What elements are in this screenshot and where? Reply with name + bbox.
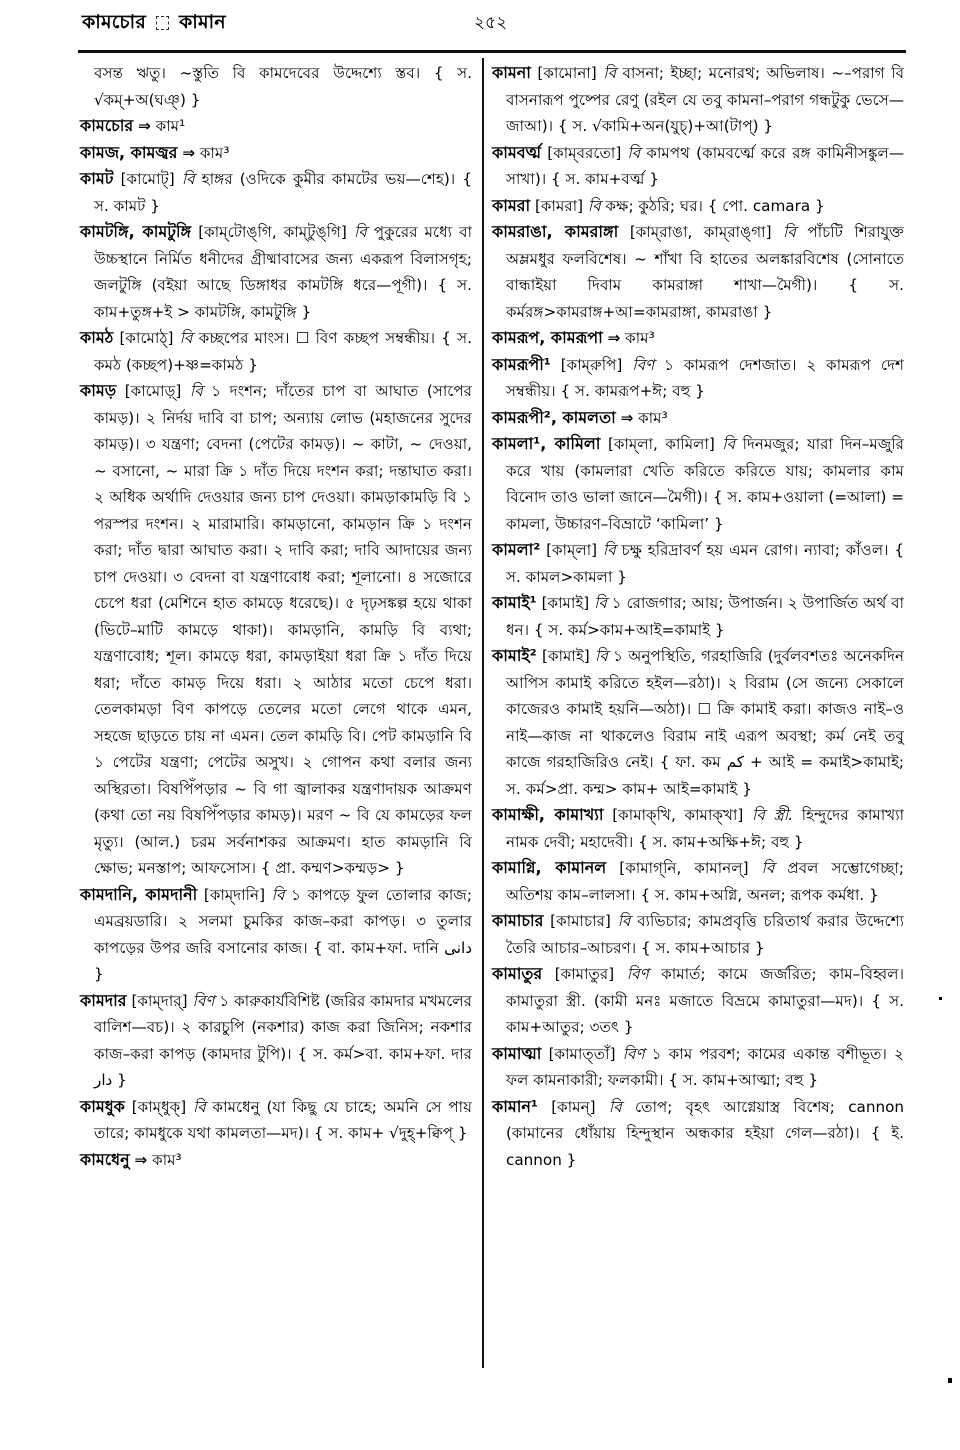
definition: পুকুরের মধ্যে বা উচ্চস্থানে নির্মিত ধনীদের গ্রীষ্মাবাসের জন্য একরূপ বিলাসগৃহ; জলটুঙ্গি (বইয়া আছে ডিঙ্গাধর কামটঙ্গি ধরে—পূগী)। { স. কাম+তুঙ্গ+ই > কামটঙ্গি, কামটুঙ্গি } xyxy=(94,223,472,321)
xref-target: কাম³ xyxy=(638,408,668,427)
headword: কামাত্মা xyxy=(492,1043,542,1063)
definition: পাঁচটি শিরাযুক্ত অম্লমধুর ফলবিশেষ। ~ শাঁখা বি হাতের অলঙ্কারবিশেষ (সোনাতে বান্ধাইয়া দিবাম কামরাঙ্গা শাখা—মৈগী)। { স. কর্মরঙ্গ>কামরাঙ্গ+আ=কামরাঙ্গা, কামরাঙা } xyxy=(506,223,905,321)
definition: ১ দংশন; দাঁতের চাপ বা আঘাত (সাপের কামড়)। ২ নির্দয় দাবি বা চাপ; অন্যায় লোভ (মহাজনের সুদের কামড়)। ৩ যন্ত্রণা; বেদনা (পেটের কামড়)। ~ কাটা, ~ দেওয়া, ~ বসানো, ~ মারা ক্রি ১ দাঁত দিয়ে দংশন করা; দন্তাঘাত করা। ২ অধিক অর্থাদি দেওয়ার জন্য চাপ দেওয়া। কামড়াকামড়ি বি ১ পরস্পর দংশন। ২ মারামারি। কামড়ানো, কামড়ান ক্রি ১ দংশন করা; দাঁত দ্বারা আঘাত করা। ২ দাবি করা; দাবি আদায়ের জন্য চাপ দেওয়া। ৩ বেদনা বা যন্ত্রণাবোধ করা; শূলানো। ৪ সজোরে চেপে ধরা (মেশিনে হাত কামড়ে ধরেছে)। ৫ দৃঢ়সঙ্কল্প হয়ে থাকা (ভিটে–মাটি কামড়ে থাকা)। কামড়ানি, কামড়ি বি ব্যথা; যন্ত্রণাবোধ; শূল। কামড়ে ধরা, কামড়াইয়া ধরা ক্রি ১ দাঁত দিয়ে ধরা; দাঁতে কামড় দিয়ে ধরা। ২ আঠার মতো চেপে ধরা। তেলকামড়া বিণ কাপড়ে তেলের মতো লেগে থাকে এমন, সহজে ছাড়তে চায় না এমন। তেল কামড়ি বি। পেট কামড়ানি বি ১ পেটের যন্ত্রণা; পেটের অসুখ। ২ গোপন কথা বলার জন্য অস্থিরতা। বিষপিঁপড়ার ~ বি গা জ্বালাকর যন্ত্রণাদায়ক আক্রমণ (কথা তো নয় বিষপিঁপড়ার কামড়)। মরণ ~ বি যে কামড়ের ফল মৃত্যু। (আল.) চরম সর্বনাশকর আক্রমণ। হাত কামড়ানি বি ক্ষোভ; মনস্তাপ; আফসোস। { প্রা. কম্মণ>কম্মড়> } xyxy=(94,382,473,877)
pronunciation: [কামোঠ্] xyxy=(119,329,174,347)
part-of-speech: বি xyxy=(189,382,203,400)
xref-arrow-icon: ⇒ xyxy=(182,143,196,162)
dictionary-entry xyxy=(492,431,904,537)
xref-arrow-icon: ⇒ xyxy=(134,1150,148,1169)
definition: কামপথ (কামবর্ত্মে করে রঙ্গ কামিনীসঙ্কুল—সাখা)। { স. কাম+বর্ত্ম } xyxy=(506,143,905,188)
definition: চক্ষু হরিদ্রাবর্ণ হয় এমন রোগ। ন্যাবা; কাঁওল। { স. কামল>কামলা } xyxy=(506,541,905,586)
pronunciation: [কামরা] xyxy=(535,196,584,215)
pronunciation: [কাম্‌দানি] xyxy=(203,885,266,904)
dictionary-entry xyxy=(492,1041,904,1094)
part-of-speech: বি xyxy=(587,196,601,215)
headword: কামঠ xyxy=(80,328,114,347)
definition: কচ্ছপের মাংস। ☐ বিণ কচ্ছপ সম্বন্ধীয়। { স. কমঠ (কচ্ছপ)+ষ্ণ=কামঠ } xyxy=(94,329,472,374)
headword: কামলা¹, কামিলা xyxy=(492,434,601,453)
part-of-speech: বি xyxy=(181,170,195,188)
dictionary-entry xyxy=(80,166,472,219)
dictionary-entry xyxy=(492,961,904,1041)
headword: কামধেনু xyxy=(80,1149,130,1169)
dictionary-entry xyxy=(492,802,904,855)
dictionary-entry xyxy=(492,140,904,193)
dictionary-entry xyxy=(492,1094,904,1174)
headword: কামজ, কামজ্বর xyxy=(80,142,178,162)
part-of-speech: বি xyxy=(602,541,616,559)
pronunciation: [কামাচার] xyxy=(550,912,611,930)
part-of-speech: বিণ xyxy=(622,1044,645,1063)
headword: কামটঙ্গি, কামটুঙ্গি xyxy=(80,222,192,241)
part-of-speech: বি স্ত্রী. xyxy=(751,806,794,824)
part-of-speech: বি xyxy=(783,223,796,241)
headword: কামরূপী², কামলতা xyxy=(492,407,616,427)
part-of-speech: বি xyxy=(627,143,641,162)
part-of-speech: বি xyxy=(271,885,285,904)
dictionary-entry xyxy=(492,537,904,590)
headword: কামাই² xyxy=(492,646,537,665)
part-of-speech: বি xyxy=(722,435,736,453)
dictionary-entry xyxy=(492,855,904,908)
part-of-speech: বি xyxy=(594,647,608,665)
pronunciation: [কামোট্] xyxy=(120,170,175,188)
pronunciation: [কামন্] xyxy=(551,1097,596,1116)
running-head xyxy=(82,8,226,40)
dictionary-entry xyxy=(492,352,904,405)
dictionary-entry xyxy=(492,590,904,643)
part-of-speech: বি xyxy=(761,859,775,877)
headword: কামলা² xyxy=(492,540,541,559)
pronunciation: [কাম্‌দার্] xyxy=(131,991,188,1010)
xref-arrow-icon: ⇒ xyxy=(620,408,634,427)
pronunciation: [কামাক্‌খি, কামাক্‌খা] xyxy=(612,806,744,824)
xref-target: কাম³ xyxy=(152,1150,182,1169)
dictionary-entry xyxy=(492,908,904,961)
pronunciation: [কামাত্‌তাঁ] xyxy=(548,1044,616,1063)
dictionary-entry xyxy=(80,1094,472,1147)
pronunciation: [কাম্‌ধুক্] xyxy=(131,1097,187,1116)
definition: ১ কাম পরবশ; কামের একান্ত বশীভূত। ২ ফল কামনাকারী; ফলকামী। { স. কাম+আত্মা; বহু } xyxy=(506,1044,905,1089)
pronunciation: [কাম্‌লা, কামিলা] xyxy=(607,435,715,453)
definition: ১ অনুপস্থিতি, গরহাজিরি (দুর্বলবশতঃ অনেকদিন আপিস কামাই করিতে হইল—রঠা)। ২ বিরাম (সে জন্যে সেকালে কাজেরও কামাই হয়নি—অঠা)। ☐ ক্রি কামাই করা। কাজও নাই–ও নাই—কাজ না থাকলেও বিরাম নাই এরূপ অবস্থা; কর্ম নেই তবু কাজে গরহাজিরিও নেই। { ফা. কম کم + আই = কমাই>কামাই; স. কর্ম>প্রা. কম্ম> কাম+ আই=কামাই } xyxy=(506,647,905,798)
part-of-speech: বিণ xyxy=(632,355,655,374)
part-of-speech: বি xyxy=(608,1097,622,1116)
dictionary-entry xyxy=(80,988,472,1094)
part-of-speech: বি xyxy=(594,594,607,612)
definition: কামার্ত; কামে জর্জরিত; কাম–বিহ্বল। কামাতুরা স্ত্রী. (কামী মনঃ মজাতে বিভ্রমে কামাতুরা—মদ)। { স. কাম+আতুর; ৩তৎ } xyxy=(506,965,905,1036)
cross-reference-entry xyxy=(492,405,904,432)
headword: কামদানি, কামদানী xyxy=(80,884,198,904)
dictionary-entry xyxy=(80,882,472,988)
headword: কামরা xyxy=(492,195,531,215)
xref-target: কাম¹ xyxy=(155,117,186,135)
pronunciation: [কামাতুর] xyxy=(554,965,615,983)
headword: কামাগ্নি, কামানল xyxy=(492,858,607,877)
pronunciation: [কাম্‌রাঙা, কাম্‌রাঙ্‌গা] xyxy=(629,223,772,241)
pronunciation: [কামাই] xyxy=(541,594,590,612)
scan-speck xyxy=(939,997,942,1000)
headword: কামড় xyxy=(80,381,117,400)
definition: ১ রোজগার; আয়; উপার্জন। ২ উপার্জিত অর্থ বা ধন। { স. কর্ম>কাম+আই=কামাই } xyxy=(506,594,905,639)
definition: হিন্দুদের কামাখ্যা নামক দেবী; মহাদেবী। { স. কাম+অক্ষি+ঈ; বহু } xyxy=(506,806,905,851)
running-head-first-word: কামচোর xyxy=(82,11,147,33)
running-head-separator-icon xyxy=(156,16,169,30)
part-of-speech: বি xyxy=(603,64,617,82)
running-head-last-word: কামান xyxy=(179,11,226,33)
definition: ১ কাপড়ে ফুল তোলার কাজ; এমব্রয়ডারি। ২ সলমা চুমকির কাজ–করা কাপড়। ৩ তুলার কাপড়ের উপর জরি বসানোর কাজ। { বা. কাম+ফা. দানি دانی } xyxy=(94,885,473,983)
cross-reference-entry xyxy=(80,1147,472,1174)
entry-text: বসন্ত ঋতু। ~স্তুতি বি কামদেবের উদ্দেশ্যে স্তব। { স. √কম্‌+অ(ঘঞ্‌) } xyxy=(94,64,472,109)
dictionary-entry xyxy=(492,219,904,325)
xref-target: কাম³ xyxy=(199,143,230,162)
page-number: ২৫২ xyxy=(474,13,508,33)
page-header xyxy=(82,4,912,44)
column-divider xyxy=(482,58,484,1368)
xref-arrow-icon: ⇒ xyxy=(138,117,151,135)
pronunciation: [কাম্‌রুপি] xyxy=(560,355,623,374)
part-of-speech: বিণ xyxy=(626,965,649,983)
part-of-speech: বি xyxy=(179,329,193,347)
headword: কামাই¹ xyxy=(492,593,537,612)
headword: কামধুক xyxy=(80,1096,125,1116)
headword: কামনা xyxy=(492,63,531,82)
pronunciation: [কামোনা] xyxy=(537,64,597,82)
definition: কক্ষ; কুঠরি; ঘর। { পো. camara } xyxy=(605,196,825,215)
headword: কামচোর xyxy=(80,116,134,135)
definition: বাসনা; ইচ্ছা; মনোরথ; অভিলাষ। ~–পরাগ বি বাসনারূপ পুষ্পের রেণু (রইল যে তবু কামনা–পরাগ গন্ধটুকু ভেসে—জাআ)। { স. √কামি+অন(যুচ্‌)+আ(টাপ্‌) } xyxy=(506,64,905,135)
pronunciation: [কাম্‌টোঙ্‌গি, কাম্‌টুঙ্‌গি] xyxy=(198,223,347,241)
header-rule xyxy=(78,50,906,53)
cross-reference-entry xyxy=(492,325,904,352)
definition: ১ কারুকার্যবিশিষ্ট (জরির কামদার মখমলের বালিশ—বচ)। ২ কারচুপি (নকশার) কাজ করা জিনিস; নকশার কাজ–করা কাপড় (কামদার টুপি)। { স. কর্ম>বা. কাম+ফা. দার دار } xyxy=(94,991,472,1089)
left-column xyxy=(80,60,472,1173)
definition: তোপ; বৃহৎ আগ্নেয়াস্ত্র বিশেষ; cannon (কামানের ধোঁয়ায় হিন্দুস্থান অন্ধকার হইয়া গেল—রঠা)। { ই. cannon } xyxy=(506,1097,905,1169)
dictionary-entry xyxy=(492,643,904,802)
part-of-speech: বি xyxy=(617,912,631,930)
headword: কামাক্ষী, কামাখ্যা xyxy=(492,805,604,824)
part-of-speech: বি xyxy=(353,223,367,241)
definition: হাঙ্গর (ওদিকে কুমীর কামটের ভয়—শেহ)। { স. কামট } xyxy=(94,170,472,215)
right-column xyxy=(492,60,904,1173)
pronunciation: [কাম্‌বরতো] xyxy=(547,143,622,162)
definition: ব্যভিচার; কামপ্রবৃত্তি চরিতার্থ করার উদ্দেশ্যে তৈরি আচার–আচরণ। { স. কাম+আচার } xyxy=(506,912,905,957)
definition: কামধেনু (যা কিছু যে চাহে; অমনি সে পায় তারে; কামধুকে যথা কামলতা—মদ)। { স. কাম+ √দুহ্‌+ক্বিপ্‌ } xyxy=(94,1097,473,1142)
headword: কামাতুর xyxy=(492,964,543,983)
headword: কামাচার xyxy=(492,911,544,930)
pronunciation: [কামাগ্‌নি, কামানল্] xyxy=(619,859,749,877)
pronunciation: [কাম্‌লা] xyxy=(546,541,598,559)
part-of-speech: বি xyxy=(192,1097,206,1116)
pronunciation: [কামাই] xyxy=(542,647,590,665)
headword: কামদার xyxy=(80,990,127,1010)
headword: কামরাঙা, কামরাঙ্গা xyxy=(492,222,619,241)
entry-continuation xyxy=(80,60,472,113)
definition: দিনমজুর; যারা দিন–মজুরি করে খায় (কামলারা খেতি করিতে করিতে যায়; কামলার কাম বিনোদ তাও ভালা জানে—মৈগী)। { স. কাম+ওয়ালা (=আলা) = কামলা, উচ্চারণ–বিভ্রাটে ‘কামিলা’ } xyxy=(506,435,905,533)
cross-reference-entry xyxy=(80,140,472,167)
headword: কামরূপ, কামরূপা xyxy=(492,328,603,347)
dictionary-entry xyxy=(80,325,472,378)
dictionary-entry xyxy=(80,219,472,325)
xref-arrow-icon: ⇒ xyxy=(607,329,621,347)
scan-speck xyxy=(948,1378,952,1383)
headword: কামরূপী¹ xyxy=(492,354,551,374)
headword: কামান¹ xyxy=(492,1096,538,1116)
dictionary-entry xyxy=(492,60,904,140)
xref-target: কাম³ xyxy=(625,329,655,347)
dictionary-entry xyxy=(492,193,904,220)
cross-reference-entry xyxy=(80,113,472,140)
headword: কামবর্ত্ম xyxy=(492,142,542,162)
part-of-speech: বিণ xyxy=(192,991,215,1010)
pronunciation: [কামোড়্] xyxy=(124,382,182,400)
dictionary-entry xyxy=(80,378,472,882)
headword: কামট xyxy=(80,169,114,188)
definition: ১ কামরূপ দেশজাত। ২ কামরূপ দেশ সম্বন্ধীয়। { স. কামরূপ+ঈ; বহু } xyxy=(506,355,905,400)
definition: প্রবল সম্ভোগেচ্ছা; অতিশয় কাম–লালসা। { স. কাম+অগ্নি, অনল; রূপক কর্মধা. } xyxy=(506,859,905,904)
